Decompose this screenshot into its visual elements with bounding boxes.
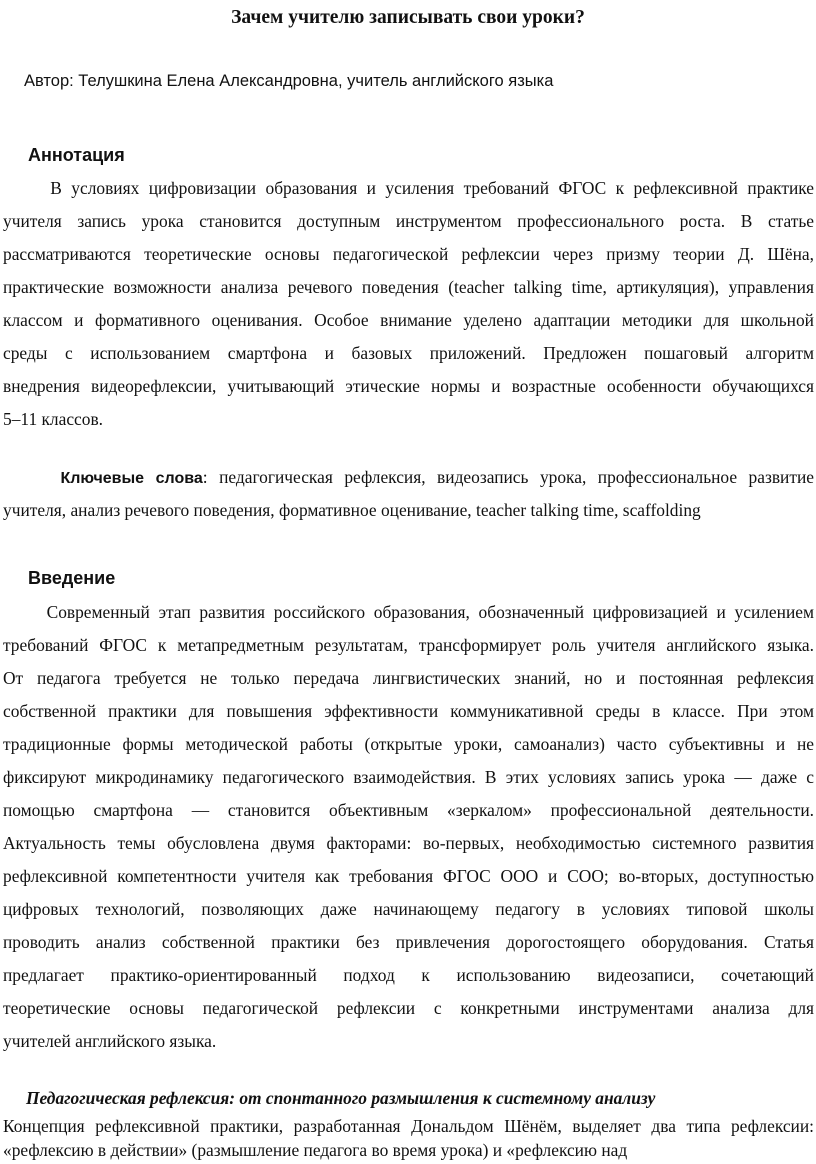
- introduction-line: собственной практики для повышения эффективности коммуникативной среды в классе. При этом: [3, 701, 814, 721]
- section-line: Концепция рефлексивной практики, разработанная Дональдом Шёнём, выделяет два типа рефлексии:: [3, 1116, 814, 1136]
- introduction-paragraph: [3, 596, 814, 1058]
- introduction-line: проводить анализ собственной практики без привлечения дорогостоящего оборудования. Статья: [3, 932, 814, 952]
- keywords-line: учителя, анализ речевого поведения, формативное оценивание, teacher talking time, scaffolding: [3, 500, 701, 520]
- annotation-line: В условиях цифровизации образования и усиления требований ФГОС к рефлексивной практике: [3, 178, 814, 198]
- introduction-line: помощью смартфона — становится объективным «зеркалом» профессиональной деятельности.: [3, 800, 814, 820]
- keywords-paragraph: [3, 461, 814, 527]
- keywords-line: [3, 461, 814, 494]
- annotation-heading: Аннотация: [28, 145, 125, 165]
- section-paragraph: [3, 1114, 814, 1162]
- section-line: «рефлексию в действии» (размышление педагога во время урока) и «рефлексию над: [3, 1140, 628, 1160]
- introduction-line: рефлексивной компетентности учителя как требования ФГОС ООО и СОО; во-вторых, доступностью: [3, 866, 814, 886]
- annotation-line: рассматриваются теоретические основы педагогической рефлексии через призму теории Д. Шёна,: [3, 244, 814, 264]
- keywords-label: Ключевые слова: [60, 470, 203, 487]
- annotation-line: классом и формативного оценивания. Особое внимание уделено адаптации методики для школьной: [3, 310, 814, 330]
- author-line: Автор: Телушкина Елена Александровна, учитель английского языка: [24, 72, 554, 90]
- introduction-line: предлагает практико-ориентированный подход к использованию видеозаписи, сочетающий: [3, 965, 814, 985]
- annotation-line: среды с использованием смартфона и базовых приложений. Предложен пошаговый алгоритм: [3, 343, 814, 363]
- introduction-line: учителей английского языка.: [3, 1031, 217, 1051]
- annotation-line: практические возможности анализа речевого поведения (teacher talking time, артикуляция), управления: [3, 277, 814, 297]
- document-title: Зачем учителю записывать свои уроки?: [231, 7, 585, 28]
- introduction-line: фиксируют микродинамику педагогического взаимодействия. В этих условиях запись урока — даже с: [3, 767, 814, 787]
- introduction-line: традиционные формы методической работы (открытые уроки, самоанализ) часто субъективны и не: [3, 734, 814, 754]
- introduction-line: цифровых технологий, позволяющих даже начинающему педагогу в условиях типовой школы: [3, 899, 814, 919]
- annotation-paragraph: [3, 172, 814, 436]
- introduction-line: Актуальность темы обусловлена двумя факторами: во-первых, необходимостью системного развития: [3, 833, 814, 853]
- section-heading: Педагогическая рефлексия: от спонтанного размышления к системному анализу: [26, 1088, 656, 1108]
- annotation-line: 5–11 классов.: [3, 409, 104, 429]
- introduction-line: Современный этап развития российского образования, обозначенный цифровизацией и усилением: [3, 602, 814, 622]
- introduction-line: От педагога требуется не только передача лингвистических знаний, но и постоянная рефлексия: [3, 668, 814, 688]
- annotation-line: учителя запись урока становится доступным инструментом профессионального роста. В статье: [3, 211, 814, 231]
- introduction-line: требований ФГОС к метапредметным результатам, трансформирует роль учителя английского языка.: [3, 635, 814, 655]
- introduction-heading: Введение: [28, 568, 116, 588]
- keywords-list-start: : педагогическая рефлексия, видеозапись урока, профессиональное развитие: [202, 467, 814, 487]
- introduction-line: теоретические основы педагогической рефлексии с конкретными инструментами анализа для: [3, 998, 814, 1018]
- annotation-line: внедрения видеорефлексии, учитывающий этические нормы и возрастные особенности обучающихся: [3, 376, 814, 396]
